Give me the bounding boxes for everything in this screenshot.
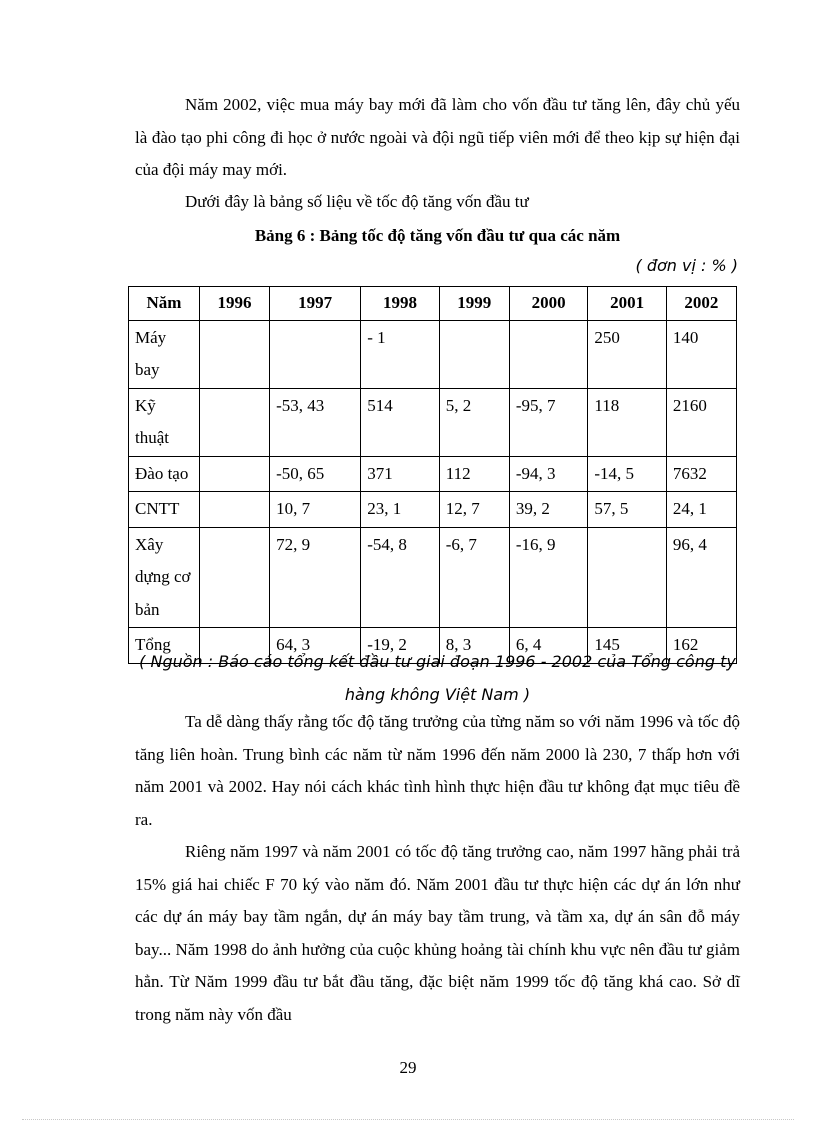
table-cell: -95, 7 [509,388,588,456]
table-cell: 72, 9 [270,527,361,628]
table-cell: 96, 4 [666,527,736,628]
table-cell: 39, 2 [509,492,588,528]
table-cell: 57, 5 [588,492,667,528]
table-cell [200,456,270,492]
table-cell: -53, 43 [270,388,361,456]
table-cell: 118 [588,388,667,456]
table-row [129,320,737,388]
header-cell-2000: 2000 [509,287,588,321]
table-cell: 5, 2 [439,388,509,456]
table-cell: 140 [666,320,736,388]
table-cell: -94, 3 [509,456,588,492]
table-cell: - 1 [361,320,440,388]
table-cell: 2160 [666,388,736,456]
table-cell: 250 [588,320,667,388]
table-cell: 162 [666,628,736,664]
header-cell-1996: 1996 [200,287,270,321]
table-cell: -19, 2 [361,628,440,664]
table-cell [439,320,509,388]
table-cell: 371 [361,456,440,492]
row-label: Tổng [129,628,200,664]
table-cell [200,492,270,528]
table-cell [270,320,361,388]
header-cell-1997: 1997 [270,287,361,321]
table-unit: ( đơn vị : % ) [635,256,738,275]
table-cell: 10, 7 [270,492,361,528]
table-cell [200,320,270,388]
table-cell: 145 [588,628,667,664]
table-cell: 514 [361,388,440,456]
table-cell: 12, 7 [439,492,509,528]
header-cell-year-label: Năm [129,287,200,321]
table-caption: Bảng 6 : Bảng tốc độ tăng vốn đầu tư qua các năm [254,226,621,245]
page-bottom-rule [22,1119,794,1120]
table-cell [200,388,270,456]
header-cell-1998: 1998 [361,287,440,321]
table-cell: 8, 3 [439,628,509,664]
table-cell: 6, 4 [509,628,588,664]
header-cell-2002: 2002 [666,287,736,321]
header-cell-1999: 1999 [439,287,509,321]
table-cell: 112 [439,456,509,492]
table-intro-sentence: Dưới đây là bảng số liệu về tốc độ tăng vốn đầu tư [185,192,529,211]
page-number: 29 [399,1058,417,1077]
intro-paragraph: Năm 2002, việc mua máy bay mới đã làm cho vốn đầu tư tăng lên, đây chủ yếu là đào tạo phi công đi học ở nước ngoài và đội ngũ tiếp viên mới để theo kịp sự hiện đại của đội máy may mới. [135,95,740,179]
table-cell: 24, 1 [666,492,736,528]
row-label: CNTT [129,492,200,528]
row-label: Máy bay [129,320,200,388]
table-row [129,492,737,528]
row-label: Kỹ thuật [129,388,200,456]
table-cell [588,527,667,628]
analysis-paragraph: Ta dễ dàng thấy rằng tốc độ tăng trưởng của từng năm so với năm 1996 và tốc độ tăng liên hoàn. Trung bình các năm từ năm 1996 đến năm 2000 là 230, 7 thấp hơn với năm 2001 và 2002. Hay nói cách khác tình hình thực hiện đầu tư không đạt mục tiêu đề ra. [135,712,740,829]
table-header-row [129,287,737,321]
table-cell: 64, 3 [270,628,361,664]
details-paragraph: Riêng năm 1997 và năm 2001 có tốc độ tăng trưởng cao, năm 1997 hãng phải trả 15% giá hai chiếc F 70 ký vào năm đó. Năm 2001 đầu tư thực hiện các dự án lớn như các dự án máy bay tầm ngắn, dự án máy bay tầm trung, và tầm xa, dự án sân đỗ máy bay... Năm 1998 do ảnh hưởng của cuộc khủng hoảng tài chính khu vực nên đầu tư giảm hẳn. Từ Năm 1999 đầu tư bắt đầu tăng, đặc biệt năm 1999 tốc độ tăng khá cao. Sở dĩ trong năm này vốn đầu [135,842,740,1024]
investment-growth-table [128,286,737,664]
table-cell: 23, 1 [361,492,440,528]
table-cell: -50, 65 [270,456,361,492]
table-cell: -14, 5 [588,456,667,492]
table-cell: -6, 7 [439,527,509,628]
table-row [129,456,737,492]
table-cell: -54, 8 [361,527,440,628]
header-cell-2001: 2001 [588,287,667,321]
table-row [129,388,737,456]
table-source-note: ( Nguồn : Báo cáo tổng kết đầu tư giai đoạn 1996 - 2002 của Tổng công ty hàng không Việt Nam ) [139,652,736,704]
table-cell: -16, 9 [509,527,588,628]
table-cell [200,527,270,628]
table-cell [509,320,588,388]
row-label: Xây dựng cơ bản [129,527,200,628]
table-row [129,527,737,628]
table-cell: 7632 [666,456,736,492]
row-label: Đào tạo [129,456,200,492]
